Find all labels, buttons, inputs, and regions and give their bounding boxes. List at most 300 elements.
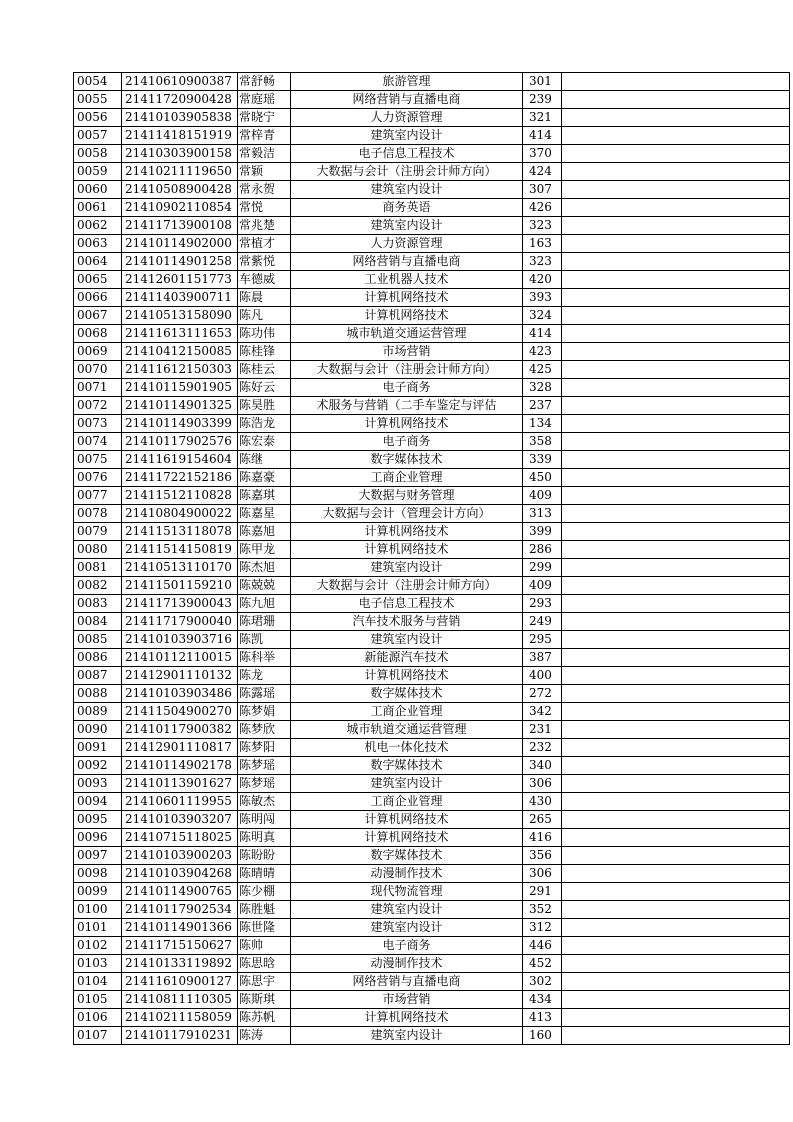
- remark-cell: [562, 217, 790, 235]
- remark-cell: [562, 559, 790, 577]
- serial-number-cell: 0074: [74, 433, 122, 451]
- serial-number-cell: 0095: [74, 811, 122, 829]
- exam-id-cell: 21411403900711: [122, 289, 238, 307]
- score-cell: 387: [523, 649, 562, 667]
- score-cell: 434: [523, 991, 562, 1009]
- serial-number-cell: 0092: [74, 757, 122, 775]
- remark-cell: [562, 415, 790, 433]
- serial-number-cell: 0099: [74, 883, 122, 901]
- serial-number-cell: 0101: [74, 919, 122, 937]
- exam-id-cell: 21411713900043: [122, 595, 238, 613]
- student-name-cell: 常梓青: [238, 127, 291, 145]
- table-row: [74, 91, 790, 109]
- serial-number-cell: 0071: [74, 379, 122, 397]
- serial-number-cell: 0073: [74, 415, 122, 433]
- student-name-cell: 常毅洁: [238, 145, 291, 163]
- serial-number-cell: 0091: [74, 739, 122, 757]
- major-cell: 旅游管理: [291, 73, 523, 91]
- table-row: [74, 613, 790, 631]
- student-name-cell: 陈梦欣: [238, 721, 291, 739]
- table-row: [74, 379, 790, 397]
- remark-cell: [562, 1027, 790, 1045]
- table-row: [74, 73, 790, 91]
- major-cell: 建筑室内设计: [291, 217, 523, 235]
- table-row: [74, 163, 790, 181]
- remark-cell: [562, 73, 790, 91]
- major-cell: 大数据与财务管理: [291, 487, 523, 505]
- exam-id-cell: 21410610900387: [122, 73, 238, 91]
- major-cell: 计算机网络技术: [291, 307, 523, 325]
- table-row: [74, 505, 790, 523]
- major-cell: 大数据与会计（注册会计师方向）: [291, 361, 523, 379]
- remark-cell: [562, 523, 790, 541]
- remark-cell: [562, 883, 790, 901]
- student-name-cell: 陈涛: [238, 1027, 291, 1045]
- table-row: [74, 1009, 790, 1027]
- major-cell: 建筑室内设计: [291, 1027, 523, 1045]
- major-cell: 动漫制作技术: [291, 865, 523, 883]
- student-name-cell: 常庭瑶: [238, 91, 291, 109]
- major-cell: 商务英语: [291, 199, 523, 217]
- major-cell: 数字媒体技术: [291, 685, 523, 703]
- exam-id-cell: 21410211158059: [122, 1009, 238, 1027]
- score-cell: 339: [523, 451, 562, 469]
- student-name-cell: 陈嘉琪: [238, 487, 291, 505]
- remark-cell: [562, 739, 790, 757]
- student-name-cell: 陈桂云: [238, 361, 291, 379]
- score-cell: 301: [523, 73, 562, 91]
- table-row: [74, 991, 790, 1009]
- remark-cell: [562, 901, 790, 919]
- table-row: [74, 721, 790, 739]
- remark-cell: [562, 379, 790, 397]
- student-name-cell: 常兆楚: [238, 217, 291, 235]
- student-name-cell: 陈九旭: [238, 595, 291, 613]
- exam-id-cell: 21411612150303: [122, 361, 238, 379]
- exam-id-cell: 21411613111653: [122, 325, 238, 343]
- exam-id-cell: 21411501159210: [122, 577, 238, 595]
- major-cell: 电子商务: [291, 937, 523, 955]
- student-name-cell: 陈浩龙: [238, 415, 291, 433]
- exam-id-cell: 21410113901627: [122, 775, 238, 793]
- score-cell: 239: [523, 91, 562, 109]
- remark-cell: [562, 127, 790, 145]
- score-cell: 265: [523, 811, 562, 829]
- table-row: [74, 739, 790, 757]
- major-cell: 机电一体化技术: [291, 739, 523, 757]
- remark-cell: [562, 685, 790, 703]
- remark-cell: [562, 649, 790, 667]
- student-name-cell: 陈梦阳: [238, 739, 291, 757]
- serial-number-cell: 0061: [74, 199, 122, 217]
- table-row: [74, 703, 790, 721]
- major-cell: 计算机网络技术: [291, 523, 523, 541]
- score-cell: 313: [523, 505, 562, 523]
- serial-number-cell: 0066: [74, 289, 122, 307]
- student-name-cell: 陈宏泰: [238, 433, 291, 451]
- serial-number-cell: 0081: [74, 559, 122, 577]
- major-cell: 市场营销: [291, 343, 523, 361]
- major-cell: 建筑室内设计: [291, 775, 523, 793]
- major-cell: 动漫制作技术: [291, 955, 523, 973]
- score-cell: 424: [523, 163, 562, 181]
- exam-id-cell: 21411619154604: [122, 451, 238, 469]
- score-cell: 312: [523, 919, 562, 937]
- student-name-cell: 陈甲龙: [238, 541, 291, 559]
- serial-number-cell: 0064: [74, 253, 122, 271]
- score-cell: 425: [523, 361, 562, 379]
- table-row: [74, 793, 790, 811]
- serial-number-cell: 0077: [74, 487, 122, 505]
- table-row: [74, 433, 790, 451]
- major-cell: 数字媒体技术: [291, 847, 523, 865]
- student-name-cell: 陈盼盼: [238, 847, 291, 865]
- exam-id-cell: 21410902110854: [122, 199, 238, 217]
- serial-number-cell: 0105: [74, 991, 122, 1009]
- table-row: [74, 649, 790, 667]
- score-cell: 452: [523, 955, 562, 973]
- exam-id-cell: 21411610900127: [122, 973, 238, 991]
- remark-cell: [562, 451, 790, 469]
- exam-id-cell: 21410513110170: [122, 559, 238, 577]
- student-name-cell: 陈桂锋: [238, 343, 291, 361]
- remark-cell: [562, 307, 790, 325]
- remark-cell: [562, 721, 790, 739]
- student-name-cell: 陈帅: [238, 937, 291, 955]
- table-row: [74, 973, 790, 991]
- major-cell: 建筑室内设计: [291, 181, 523, 199]
- table-row: [74, 109, 790, 127]
- serial-number-cell: 0058: [74, 145, 122, 163]
- exam-id-cell: 21410811110305: [122, 991, 238, 1009]
- score-cell: 356: [523, 847, 562, 865]
- score-cell: 413: [523, 1009, 562, 1027]
- serial-number-cell: 0068: [74, 325, 122, 343]
- major-cell: 计算机网络技术: [291, 289, 523, 307]
- exam-id-cell: 21410103903716: [122, 631, 238, 649]
- remark-cell: [562, 343, 790, 361]
- major-cell: 电子商务: [291, 379, 523, 397]
- major-cell: 工商企业管理: [291, 469, 523, 487]
- exam-id-cell: 21410513158090: [122, 307, 238, 325]
- serial-number-cell: 0098: [74, 865, 122, 883]
- student-name-cell: 陈嘉豪: [238, 469, 291, 487]
- remark-cell: [562, 361, 790, 379]
- major-cell: 工商企业管理: [291, 703, 523, 721]
- score-cell: 416: [523, 829, 562, 847]
- remark-cell: [562, 775, 790, 793]
- major-cell: 术服务与营销（二手车鉴定与评估: [291, 397, 523, 415]
- student-name-cell: 陈昊胜: [238, 397, 291, 415]
- major-cell: 电子信息工程技术: [291, 595, 523, 613]
- score-cell: 293: [523, 595, 562, 613]
- exam-id-cell: 21410103905838: [122, 109, 238, 127]
- score-cell: 163: [523, 235, 562, 253]
- student-name-cell: 常颖: [238, 163, 291, 181]
- major-cell: 计算机网络技术: [291, 1009, 523, 1027]
- major-cell: 建筑室内设计: [291, 559, 523, 577]
- score-cell: 450: [523, 469, 562, 487]
- remark-cell: [562, 271, 790, 289]
- student-name-cell: 陈凯: [238, 631, 291, 649]
- exam-id-cell: 21410804900022: [122, 505, 238, 523]
- exam-id-cell: 21410303900158: [122, 145, 238, 163]
- major-cell: 城市轨道交通运营管理: [291, 721, 523, 739]
- major-cell: 数字媒体技术: [291, 451, 523, 469]
- exam-id-cell: 21411514150819: [122, 541, 238, 559]
- serial-number-cell: 0060: [74, 181, 122, 199]
- serial-number-cell: 0086: [74, 649, 122, 667]
- serial-number-cell: 0106: [74, 1009, 122, 1027]
- exam-id-cell: 21410114900765: [122, 883, 238, 901]
- serial-number-cell: 0087: [74, 667, 122, 685]
- admission-score-table: [73, 72, 790, 1045]
- score-cell: 446: [523, 937, 562, 955]
- score-cell: 134: [523, 415, 562, 433]
- remark-cell: [562, 163, 790, 181]
- table-row: [74, 343, 790, 361]
- exam-id-cell: 21410412150085: [122, 343, 238, 361]
- exam-id-cell: 21410114901366: [122, 919, 238, 937]
- remark-cell: [562, 397, 790, 415]
- major-cell: 计算机网络技术: [291, 541, 523, 559]
- student-name-cell: 常植才: [238, 235, 291, 253]
- score-cell: 409: [523, 577, 562, 595]
- student-name-cell: 陈斯琪: [238, 991, 291, 1009]
- remark-cell: [562, 289, 790, 307]
- major-cell: 电子信息工程技术: [291, 145, 523, 163]
- major-cell: 计算机网络技术: [291, 829, 523, 847]
- major-cell: 新能源汽车技术: [291, 649, 523, 667]
- remark-cell: [562, 541, 790, 559]
- remark-cell: [562, 829, 790, 847]
- table-row: [74, 955, 790, 973]
- table-row: [74, 667, 790, 685]
- serial-number-cell: 0093: [74, 775, 122, 793]
- remark-cell: [562, 703, 790, 721]
- exam-id-cell: 21411713900108: [122, 217, 238, 235]
- score-cell: 321: [523, 109, 562, 127]
- score-cell: 306: [523, 775, 562, 793]
- remark-cell: [562, 145, 790, 163]
- table-row: [74, 487, 790, 505]
- table-row: [74, 451, 790, 469]
- major-cell: 建筑室内设计: [291, 631, 523, 649]
- exam-id-cell: 21411513118078: [122, 523, 238, 541]
- student-name-cell: 陈露瑶: [238, 685, 291, 703]
- exam-id-cell: 21410117900382: [122, 721, 238, 739]
- score-cell: 232: [523, 739, 562, 757]
- serial-number-cell: 0072: [74, 397, 122, 415]
- score-cell: 306: [523, 865, 562, 883]
- major-cell: 计算机网络技术: [291, 667, 523, 685]
- serial-number-cell: 0080: [74, 541, 122, 559]
- exam-id-cell: 21410103903207: [122, 811, 238, 829]
- score-cell: 237: [523, 397, 562, 415]
- table-row: [74, 361, 790, 379]
- score-cell: 430: [523, 793, 562, 811]
- serial-number-cell: 0076: [74, 469, 122, 487]
- major-cell: 计算机网络技术: [291, 811, 523, 829]
- student-name-cell: 陈敏杰: [238, 793, 291, 811]
- score-cell: 426: [523, 199, 562, 217]
- score-cell: 409: [523, 487, 562, 505]
- score-cell: 340: [523, 757, 562, 775]
- remark-cell: [562, 577, 790, 595]
- remark-cell: [562, 1009, 790, 1027]
- major-cell: 现代物流管理: [291, 883, 523, 901]
- exam-id-cell: 21410114901258: [122, 253, 238, 271]
- major-cell: 城市轨道交通运营管理: [291, 325, 523, 343]
- exam-id-cell: 21411715150627: [122, 937, 238, 955]
- score-cell: 324: [523, 307, 562, 325]
- serial-number-cell: 0107: [74, 1027, 122, 1045]
- student-name-cell: 陈世隆: [238, 919, 291, 937]
- major-cell: 大数据与会计（注册会计师方向）: [291, 163, 523, 181]
- table-row: [74, 829, 790, 847]
- student-name-cell: 车德威: [238, 271, 291, 289]
- serial-number-cell: 0085: [74, 631, 122, 649]
- remark-cell: [562, 865, 790, 883]
- major-cell: 人力资源管理: [291, 235, 523, 253]
- exam-id-cell: 21410117910231: [122, 1027, 238, 1045]
- exam-id-cell: 21410117902576: [122, 433, 238, 451]
- table-row: [74, 271, 790, 289]
- exam-id-cell: 21411512110828: [122, 487, 238, 505]
- major-cell: 人力资源管理: [291, 109, 523, 127]
- remark-cell: [562, 253, 790, 271]
- table-row: [74, 145, 790, 163]
- table-row: [74, 181, 790, 199]
- student-name-cell: 陈晴晴: [238, 865, 291, 883]
- remark-cell: [562, 199, 790, 217]
- score-cell: 295: [523, 631, 562, 649]
- serial-number-cell: 0065: [74, 271, 122, 289]
- table-row: [74, 289, 790, 307]
- student-name-cell: 陈好云: [238, 379, 291, 397]
- serial-number-cell: 0056: [74, 109, 122, 127]
- table-row: [74, 217, 790, 235]
- exam-id-cell: 21411720900428: [122, 91, 238, 109]
- serial-number-cell: 0096: [74, 829, 122, 847]
- exam-id-cell: 21410114903399: [122, 415, 238, 433]
- serial-number-cell: 0089: [74, 703, 122, 721]
- table-row: [74, 307, 790, 325]
- exam-id-cell: 21410114901325: [122, 397, 238, 415]
- major-cell: 建筑室内设计: [291, 127, 523, 145]
- major-cell: 大数据与会计（注册会计师方向）: [291, 577, 523, 595]
- score-cell: 323: [523, 253, 562, 271]
- student-name-cell: 陈晨: [238, 289, 291, 307]
- table-row: [74, 559, 790, 577]
- exam-id-cell: 21412901110817: [122, 739, 238, 757]
- student-name-cell: 陈嘉星: [238, 505, 291, 523]
- exam-id-cell: 21410114902000: [122, 235, 238, 253]
- score-cell: 291: [523, 883, 562, 901]
- table-row: [74, 883, 790, 901]
- table-row: [74, 415, 790, 433]
- table-row: [74, 541, 790, 559]
- table-row: [74, 685, 790, 703]
- serial-number-cell: 0057: [74, 127, 122, 145]
- table-row: [74, 757, 790, 775]
- exam-id-cell: 21411722152186: [122, 469, 238, 487]
- score-cell: 286: [523, 541, 562, 559]
- student-name-cell: 陈少棚: [238, 883, 291, 901]
- serial-number-cell: 0094: [74, 793, 122, 811]
- score-cell: 393: [523, 289, 562, 307]
- table-row: [74, 325, 790, 343]
- table-row: [74, 595, 790, 613]
- serial-number-cell: 0083: [74, 595, 122, 613]
- remark-cell: [562, 595, 790, 613]
- remark-cell: [562, 235, 790, 253]
- student-name-cell: 陈兢兢: [238, 577, 291, 595]
- remark-cell: [562, 757, 790, 775]
- score-cell: 342: [523, 703, 562, 721]
- student-name-cell: 陈明闯: [238, 811, 291, 829]
- score-cell: 423: [523, 343, 562, 361]
- exam-id-cell: 21410112110015: [122, 649, 238, 667]
- table-row: [74, 469, 790, 487]
- table-row: [74, 253, 790, 271]
- serial-number-cell: 0059: [74, 163, 122, 181]
- score-cell: 358: [523, 433, 562, 451]
- serial-number-cell: 0082: [74, 577, 122, 595]
- score-cell: 420: [523, 271, 562, 289]
- score-cell: 414: [523, 127, 562, 145]
- student-name-cell: 陈龙: [238, 667, 291, 685]
- serial-number-cell: 0062: [74, 217, 122, 235]
- exam-id-cell: 21410133119892: [122, 955, 238, 973]
- score-cell: 399: [523, 523, 562, 541]
- student-name-cell: 常永贺: [238, 181, 291, 199]
- remark-cell: [562, 109, 790, 127]
- table-row: [74, 901, 790, 919]
- score-cell: 231: [523, 721, 562, 739]
- student-name-cell: 陈科举: [238, 649, 291, 667]
- score-cell: 400: [523, 667, 562, 685]
- exam-id-cell: 21411504900270: [122, 703, 238, 721]
- exam-id-cell: 21410117902534: [122, 901, 238, 919]
- score-cell: 352: [523, 901, 562, 919]
- exam-id-cell: 21411717900040: [122, 613, 238, 631]
- exam-id-cell: 21410103903486: [122, 685, 238, 703]
- student-name-cell: 陈思宇: [238, 973, 291, 991]
- serial-number-cell: 0104: [74, 973, 122, 991]
- major-cell: 大数据与会计（管理会计方向）: [291, 505, 523, 523]
- serial-number-cell: 0102: [74, 937, 122, 955]
- serial-number-cell: 0067: [74, 307, 122, 325]
- table-row: [74, 523, 790, 541]
- student-name-cell: 陈胜魁: [238, 901, 291, 919]
- remark-cell: [562, 919, 790, 937]
- student-name-cell: 陈思晗: [238, 955, 291, 973]
- table-row: [74, 577, 790, 595]
- serial-number-cell: 0103: [74, 955, 122, 973]
- serial-number-cell: 0097: [74, 847, 122, 865]
- remark-cell: [562, 433, 790, 451]
- exam-id-cell: 21410508900428: [122, 181, 238, 199]
- table-row: [74, 847, 790, 865]
- table-row: [74, 127, 790, 145]
- major-cell: 汽车技术服务与营销: [291, 613, 523, 631]
- major-cell: 网络营销与直播电商: [291, 253, 523, 271]
- serial-number-cell: 0063: [74, 235, 122, 253]
- remark-cell: [562, 973, 790, 991]
- remark-cell: [562, 613, 790, 631]
- serial-number-cell: 0084: [74, 613, 122, 631]
